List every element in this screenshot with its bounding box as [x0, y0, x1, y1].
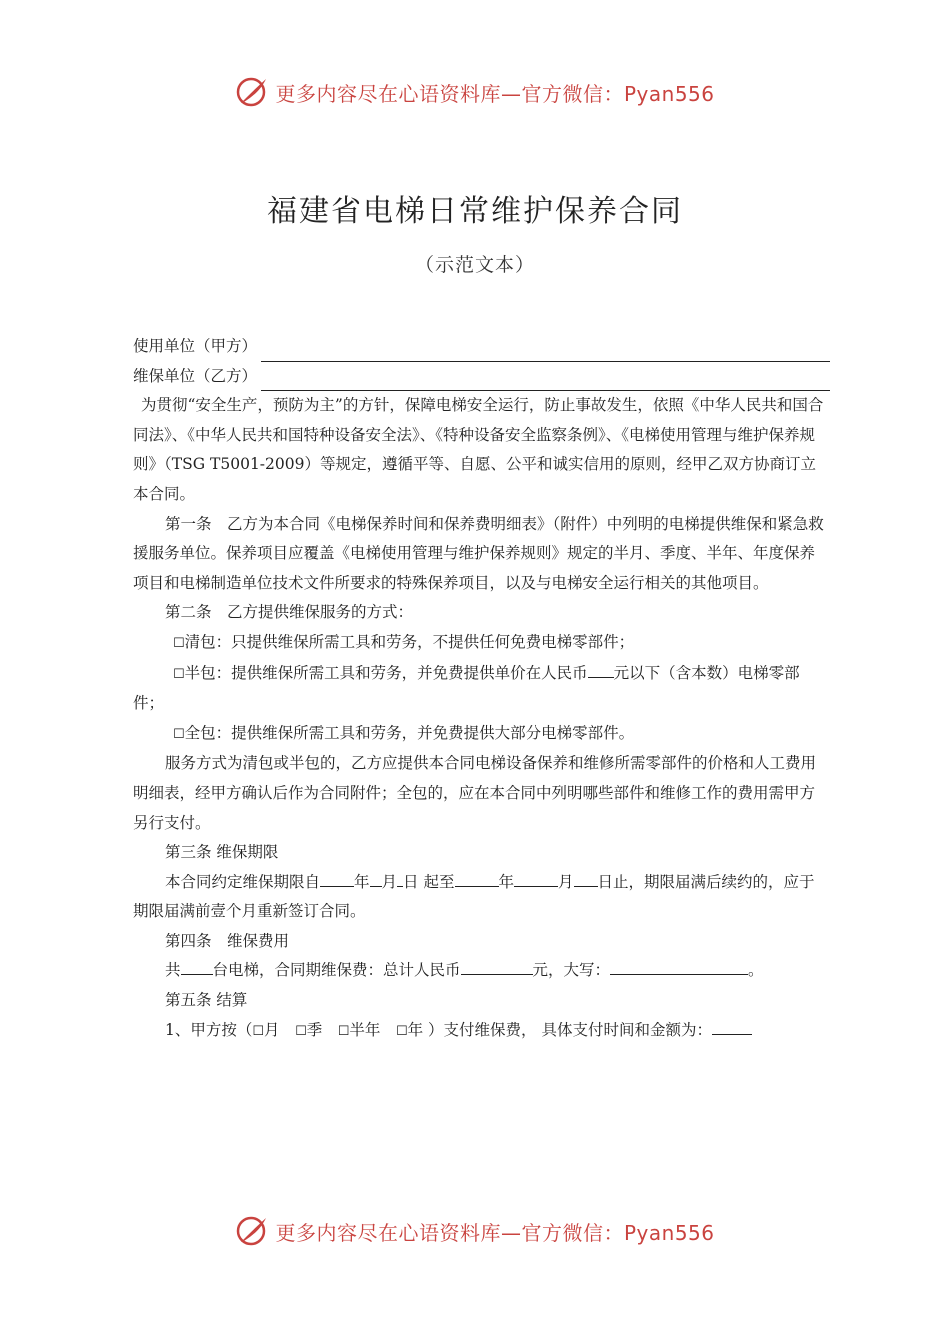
article-2-title: 第二条 乙方提供维保服务的方式：	[165, 603, 414, 622]
watermark-text: 更多内容尽在心语资料库—官方微信：Pyan556	[275, 81, 715, 106]
checkbox-icon: ☐	[395, 1023, 408, 1039]
party-a-line	[133, 332, 830, 362]
watermark-banner-bottom	[0, 1211, 950, 1251]
checkbox-icon: ☐	[295, 1023, 307, 1039]
preamble: 为贯彻“安全生产，预防为主”的方针，保障电梯安全运行，防止事故发生，依照《中华人民共和国合同法》、《中华人民共和国特种设备安全法》、《特种设备安全监察条例》、《电梯使用管理与维护保养规则》（TSG T5001-2009）等规定，遵循平等、自愿、公平和诚实信用的原则，经甲乙双方协商订立本合同。	[133, 396, 824, 503]
party-a-input-line	[261, 341, 830, 362]
article-3-title: 第三条 维保期限	[165, 843, 279, 862]
checkbox-icon: ☐	[173, 635, 185, 651]
document-title: 福建省电梯日常维护保养合同	[267, 194, 683, 229]
document-subtitle: （示范文本）	[414, 254, 535, 276]
option-full-labor: ☐清包：只提供维保所需工具和劳务，不提供任何免费电梯零部件；	[173, 632, 635, 651]
option-half: ☐半包：提供维保所需工具和劳务，并免费提供单价在人民币 元以下（含本数）电梯零部件；	[133, 659, 830, 719]
blank-underline	[588, 661, 614, 678]
quill-logo-icon	[235, 1214, 269, 1248]
party-b-input-line	[261, 370, 830, 391]
checkbox-icon: ☐	[173, 726, 185, 742]
party-b-line	[133, 362, 830, 392]
party-b-label: 维保单位（乙方）	[133, 366, 258, 385]
article-5-title: 第五条 结算	[165, 991, 248, 1010]
article-3-body: 本合同约定维保期限自 年 月 日 起至 年 月 日止，期限届满后续约的，应于期限届满前壹个月重新签订合同。	[133, 868, 830, 927]
service-note: 服务方式为清包或半包的，乙方应提供本合同电梯设备保养和维修所需零部件的价格和人工费用明细表，经甲方确认后作为合同附件；全包的，应在本合同中列明哪些部件和维修工作的费用需甲方另行支付。	[133, 754, 817, 832]
article-5-item-1: 1、甲方按（☐月 ☐季 ☐半年 ☐年 ）支付维保费， 具体支付时间和金额为：	[133, 1016, 830, 1047]
contract-body	[133, 332, 830, 1046]
checkbox-icon: ☐	[337, 1023, 350, 1039]
watermark-banner-top	[0, 72, 950, 112]
checkbox-icon: ☐	[252, 1023, 265, 1039]
article-4-title: 第四条 维保费用	[165, 931, 290, 950]
quill-logo-icon	[235, 75, 269, 109]
checkbox-icon: ☐	[173, 666, 185, 682]
party-a-label: 使用单位（甲方）	[133, 337, 258, 355]
article-1: 第一条 乙方为本合同《电梯保养时间和保养费明细表》（附件）中列明的电梯提供维保和紧急救援服务单位。保养项目应覆盖《电梯使用管理与维护保养规则》规定的半月、季度、半年、年度保养项目和电梯制造单位技术文件所要求的特殊保养项目，以及与电梯安全运行相关的其他项目。	[133, 514, 824, 592]
article-4-body: 共 台电梯，合同期维保费：总计人民币 元，大写： 。	[133, 956, 830, 986]
watermark-text: 更多内容尽在心语资料库—官方微信：Pyan556	[275, 1220, 715, 1245]
option-full: ☐全包：提供维保所需工具和劳务，并免费提供大部分电梯零部件。	[173, 723, 635, 742]
